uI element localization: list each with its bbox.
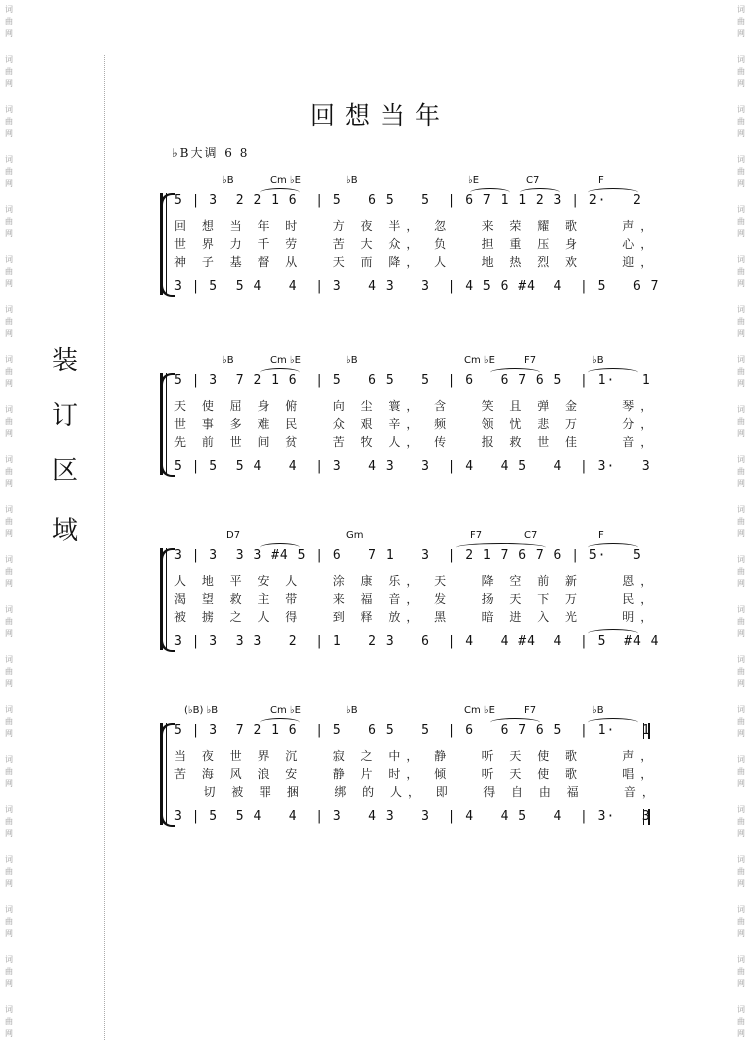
lyrics-verse-3: 神 子 基 督 从 天 而 降， 人 地 热 烈 欢 迎， xyxy=(174,255,659,269)
watermark-char: 词 xyxy=(5,255,13,264)
watermark-char: 网 xyxy=(5,779,13,788)
watermark-char: 曲 xyxy=(737,67,745,76)
watermark-char: 网 xyxy=(5,979,13,988)
watermark-char: 网 xyxy=(5,29,13,38)
bass-line: 3 | 5 5 4 4 | 3 4 3 3 | 4 4 5 4 | 3· 3 xyxy=(174,809,651,824)
key-signature: ♭B大调 6 8 xyxy=(172,146,250,160)
watermark-char: 曲 xyxy=(5,1017,13,1026)
watermark-char: 网 xyxy=(5,229,13,238)
watermark-char: 曲 xyxy=(5,67,13,76)
chord-symbol: D7 xyxy=(226,530,241,541)
watermark-char: 曲 xyxy=(737,317,745,326)
watermark-char: 曲 xyxy=(5,967,13,976)
watermark-char: 曲 xyxy=(5,17,13,26)
watermark-char: 词 xyxy=(737,205,745,214)
watermark-char: 曲 xyxy=(737,367,745,376)
chord-symbol: ♭B xyxy=(346,175,358,186)
watermark-char: 网 xyxy=(737,679,745,688)
watermark-char: 曲 xyxy=(5,517,13,526)
watermark-char: 曲 xyxy=(5,417,13,426)
watermark-char: 曲 xyxy=(737,17,745,26)
chord-symbol: ♭B xyxy=(346,355,358,366)
watermark-char: 网 xyxy=(737,729,745,738)
watermark-char: 词 xyxy=(5,155,13,164)
melody-line: 3 | 3 3 3 #4 5 | 6 7 1 3 | 2 1 7 6 7 6 | 5· 5 xyxy=(174,548,642,563)
watermark-char: 词 xyxy=(5,755,13,764)
watermark-char: 网 xyxy=(5,579,13,588)
watermark-char: 网 xyxy=(737,329,745,338)
chord-symbol: F7 xyxy=(524,355,537,366)
watermark-char: 网 xyxy=(5,179,13,188)
chord-symbol: ♭E xyxy=(468,175,480,186)
chord-symbol: F7 xyxy=(470,530,483,541)
binding-char-3: 区 xyxy=(51,456,78,486)
chord-symbol: Cm ♭E xyxy=(270,175,301,186)
watermark-char: 网 xyxy=(5,279,13,288)
watermark-char: 网 xyxy=(737,379,745,388)
watermark-char: 网 xyxy=(737,1029,745,1038)
watermark-char: 曲 xyxy=(5,467,13,476)
watermark-char: 曲 xyxy=(737,267,745,276)
lyrics-verse-1: 天 使 屈 身 俯 向 尘 寰， 含 笑 且 弹 金 琴， xyxy=(174,399,659,413)
watermark-char: 网 xyxy=(5,429,13,438)
binding-char-4: 域 xyxy=(51,516,78,546)
watermark-char: 曲 xyxy=(737,117,745,126)
watermark-char: 网 xyxy=(737,29,745,38)
watermark-char: 词 xyxy=(737,5,745,14)
song-title: 回想当年 xyxy=(310,101,451,130)
chord-symbol: ♭B xyxy=(592,355,604,366)
final-barline xyxy=(643,723,650,739)
watermark-char: 曲 xyxy=(737,817,745,826)
watermark-char: 词 xyxy=(737,305,745,314)
watermark-char: 网 xyxy=(5,1029,13,1038)
chord-symbol: Gm xyxy=(346,530,364,541)
watermark-char: 曲 xyxy=(737,767,745,776)
watermark-char: 曲 xyxy=(5,917,13,926)
watermark-char: 词 xyxy=(737,405,745,414)
watermark-char: 词 xyxy=(737,855,745,864)
watermark-char: 词 xyxy=(737,55,745,64)
watermark-char: 网 xyxy=(737,129,745,138)
watermark-char: 曲 xyxy=(737,517,745,526)
chord-symbol: F xyxy=(598,175,604,186)
chord-symbol: C7 xyxy=(526,175,540,186)
watermark-char: 曲 xyxy=(737,717,745,726)
watermark-char: 词 xyxy=(5,5,13,14)
watermark-char: 曲 xyxy=(5,367,13,376)
chord-symbol: ♭B xyxy=(346,705,358,716)
lyrics-verse-3: 被 掳 之 人 得 到 释 放， 黑 暗 进 入 光 明， xyxy=(174,610,659,624)
watermark-char: 词 xyxy=(5,955,13,964)
melody-line: 5 | 3 2 2 1 6 | 5 6 5 5 | 6 7 1 1 2 3 | 2· 2 xyxy=(174,193,642,208)
watermark-char: 网 xyxy=(737,879,745,888)
watermark-char: 网 xyxy=(5,929,13,938)
watermark-char: 词 xyxy=(5,705,13,714)
bass-line: 3 | 5 5 4 4 | 3 4 3 3 | 4 5 6 #4 4 | 5 6 7 xyxy=(174,279,660,294)
melody-line: 5 | 3 7 2 1 6 | 5 6 5 5 | 6 6 7 6 5 | 1· 1 xyxy=(174,373,651,388)
watermark-char: 词 xyxy=(5,855,13,864)
bass-line: 3 | 3 3 3 2 | 1 2 3 6 | 4 4 #4 4 | 5 #4 4 xyxy=(174,634,660,649)
watermark-char: 词 xyxy=(5,355,13,364)
watermark-char: 词 xyxy=(5,55,13,64)
lyrics-verse-1: 当 夜 世 界 沉 寂 之 中， 静 听 天 使 歌 声， xyxy=(174,749,659,763)
lyrics-verse-2: 世 事 多 难 民 众 艰 辛， 频 领 忧 悲 万 分， xyxy=(174,417,659,431)
watermark-char: 词 xyxy=(5,105,13,114)
watermark-char: 网 xyxy=(737,229,745,238)
watermark-char: 词 xyxy=(737,255,745,264)
watermark-char: 词 xyxy=(5,305,13,314)
watermark-char: 词 xyxy=(5,605,13,614)
watermark-char: 网 xyxy=(5,529,13,538)
watermark-char: 词 xyxy=(5,905,13,914)
chord-symbol: Cm ♭E xyxy=(270,355,301,366)
watermark-char: 网 xyxy=(737,79,745,88)
chord-symbol: F7 xyxy=(524,705,537,716)
watermark-char: 曲 xyxy=(5,817,13,826)
watermark-char: 词 xyxy=(737,355,745,364)
chord-symbol: (♭B) ♭B xyxy=(184,705,219,716)
chord-symbol: Cm ♭E xyxy=(270,705,301,716)
lyrics-verse-3: 先 前 世 间 贫 苦 牧 人， 传 报 救 世 佳 音， xyxy=(174,435,659,449)
watermark-char: 词 xyxy=(737,455,745,464)
watermark-char: 曲 xyxy=(5,567,13,576)
watermark-char: 网 xyxy=(737,779,745,788)
melody-line: 5 | 3 7 2 1 6 | 5 6 5 5 | 6 6 7 6 5 | 1· 1 xyxy=(174,723,651,738)
watermark-char: 曲 xyxy=(5,317,13,326)
watermark-char: 网 xyxy=(5,679,13,688)
watermark-char: 词 xyxy=(5,805,13,814)
watermark-char: 词 xyxy=(737,155,745,164)
chord-symbol: F xyxy=(598,530,604,541)
final-barline-bass xyxy=(643,809,650,825)
watermark-char: 曲 xyxy=(737,667,745,676)
binding-line xyxy=(104,55,105,1040)
watermark-char: 词 xyxy=(737,705,745,714)
watermark-char: 曲 xyxy=(5,117,13,126)
watermark-char: 网 xyxy=(737,179,745,188)
watermark-char: 曲 xyxy=(737,417,745,426)
watermark-right xyxy=(734,0,748,1047)
watermark-char: 词 xyxy=(5,205,13,214)
binding-char-1: 装 xyxy=(51,346,78,376)
watermark-char: 词 xyxy=(737,655,745,664)
watermark-char: 网 xyxy=(5,629,13,638)
chord-symbol: ♭B xyxy=(222,355,234,366)
watermark-char: 网 xyxy=(5,479,13,488)
watermark-char: 曲 xyxy=(737,467,745,476)
lyrics-verse-1: 人 地 平 安 人 涂 康 乐， 天 降 空 前 新 恩， xyxy=(174,574,659,588)
watermark-char: 网 xyxy=(737,929,745,938)
watermark-char: 网 xyxy=(737,829,745,838)
watermark-char: 曲 xyxy=(5,717,13,726)
watermark-char: 词 xyxy=(5,455,13,464)
watermark-char: 网 xyxy=(737,579,745,588)
watermark-left xyxy=(2,0,16,1047)
watermark-char: 曲 xyxy=(5,167,13,176)
watermark-char: 词 xyxy=(5,405,13,414)
watermark-char: 词 xyxy=(5,1005,13,1014)
watermark-char: 曲 xyxy=(737,217,745,226)
watermark-char: 词 xyxy=(737,505,745,514)
watermark-char: 曲 xyxy=(5,767,13,776)
lyrics-verse-2: 苦 海 风 浪 安 静 片 时， 倾 听 天 使 歌 唱， xyxy=(174,767,659,781)
watermark-char: 曲 xyxy=(5,867,13,876)
watermark-char: 曲 xyxy=(737,567,745,576)
watermark-char: 词 xyxy=(737,905,745,914)
bass-line: 5 | 5 5 4 4 | 3 4 3 3 | 4 4 5 4 | 3· 3 xyxy=(174,459,651,474)
watermark-char: 网 xyxy=(5,729,13,738)
watermark-char: 词 xyxy=(737,955,745,964)
watermark-char: 曲 xyxy=(737,867,745,876)
watermark-char: 曲 xyxy=(737,167,745,176)
chord-symbol: C7 xyxy=(524,530,538,541)
watermark-char: 网 xyxy=(737,429,745,438)
watermark-char: 网 xyxy=(737,979,745,988)
watermark-char: 词 xyxy=(5,555,13,564)
watermark-char: 网 xyxy=(737,479,745,488)
watermark-char: 网 xyxy=(737,279,745,288)
watermark-char: 词 xyxy=(737,605,745,614)
lyrics-verse-2: 世 界 力 千 劳 苦 大 众， 负 担 重 压 身 心， xyxy=(174,237,659,251)
watermark-char: 网 xyxy=(5,79,13,88)
lyrics-verse-3: 切 被 罪 捆 绑 的 人， 即 得 自 由 福 音， xyxy=(174,785,660,799)
watermark-char: 词 xyxy=(737,1005,745,1014)
watermark-char: 曲 xyxy=(737,967,745,976)
watermark-char: 词 xyxy=(737,555,745,564)
watermark-char: 词 xyxy=(737,805,745,814)
watermark-char: 词 xyxy=(737,755,745,764)
watermark-char: 网 xyxy=(5,379,13,388)
watermark-char: 曲 xyxy=(5,667,13,676)
watermark-char: 网 xyxy=(737,629,745,638)
chord-symbol: ♭B xyxy=(592,705,604,716)
watermark-char: 词 xyxy=(5,655,13,664)
chord-symbol: ♭B xyxy=(222,175,234,186)
lyrics-verse-1: 回 想 当 年 时 方 夜 半， 忽 来 荣 耀 歌 声， xyxy=(174,219,659,233)
watermark-char: 曲 xyxy=(737,617,745,626)
watermark-char: 曲 xyxy=(737,1017,745,1026)
watermark-char: 曲 xyxy=(737,917,745,926)
watermark-char: 曲 xyxy=(5,267,13,276)
watermark-char: 词 xyxy=(5,505,13,514)
watermark-char: 网 xyxy=(5,829,13,838)
watermark-char: 曲 xyxy=(5,617,13,626)
watermark-char: 词 xyxy=(737,105,745,114)
lyrics-verse-2: 渴 望 救 主 带 来 福 音， 发 扬 天 下 万 民， xyxy=(174,592,659,606)
watermark-char: 网 xyxy=(5,329,13,338)
watermark-char: 曲 xyxy=(5,217,13,226)
chord-symbol: Cm ♭E xyxy=(464,705,495,716)
watermark-char: 网 xyxy=(5,129,13,138)
chord-symbol: Cm ♭E xyxy=(464,355,495,366)
watermark-char: 网 xyxy=(5,879,13,888)
binding-char-2: 订 xyxy=(51,401,78,431)
watermark-char: 网 xyxy=(737,529,745,538)
